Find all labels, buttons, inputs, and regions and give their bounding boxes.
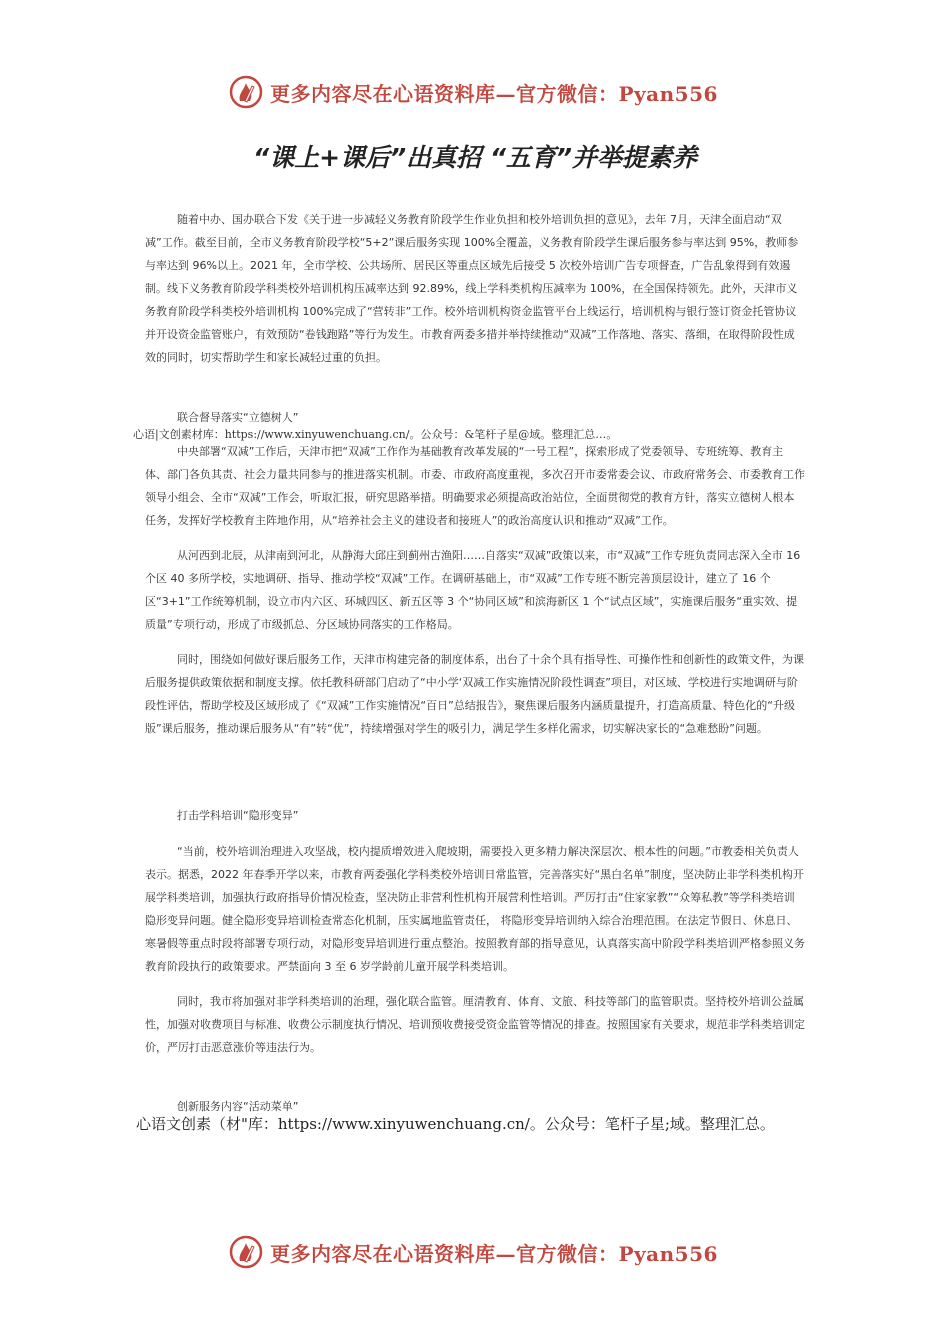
- section-1-body: [145, 440, 805, 740]
- banner-text: 更多内容尽在心语资料库—官方微信：Pyan556: [270, 1241, 718, 1266]
- subheading-1: 联合督导落实“立德树人”: [177, 411, 299, 424]
- article-title: “课上+课后”出真招 “五育”并举提素养: [252, 143, 698, 172]
- footer-banner: [228, 1234, 718, 1270]
- watermark-line-2: 心语文创素（材"库：https://www.xinyuwenchuang.cn/。公众号：笔杆子星;域。整理汇总。: [136, 1115, 775, 1133]
- paragraph-4: 同时，围绕如何做好课后服务工作，天津市构建完备的制度体系，出台了十余个具有指导性、可操作性和创新性的政策文件，为课后服务提供政策依据和制度支撑。依托教科研部门启动了“中小学‘双减工作实施情况阶段性调查”项目，对区域、学校进行实地调研与阶段性评估，帮助学校及区域形成了《“双减”工作实施情况“百日”总结报告》，聚焦课后服务内涵质量提升，打造高质量、特色化的“升级版”课后服务，推动课后服务从“有”转“优”，持续增强对学生的吸引力，满足学生多样化需求，切实解决家长的“急难愁盼”问题。: [145, 653, 804, 735]
- section-heading-2: [145, 804, 805, 827]
- paragraph-3: 从河西到北辰，从津南到河北，从静海大邱庄到蓟州古渔阳……自落实“双减”政策以来，市“双减”工作专班负责同志深入全市 16 个区 40 多所学校，实地调研、指导、推动学校“双减”工作。在调研基础上，市“双减”工作专班不断完善顶层设计，建立了 16 个区“3+1”工作统筹机制，设立市内六区、环城四区、新五区等 3 个“协同区域”和滨海新区 1 个“试点区域”，实施课后服务“重实效、提质量”专项行动，形成了市级抓总、分区域协同落实的工作格局。: [145, 549, 801, 631]
- header-banner: [228, 74, 718, 110]
- article-intro: [145, 208, 805, 369]
- paragraph-6: 同时，我市将加强对非学科类培训的治理，强化联合监管。厘清教育、体育、文旅、科技等部门的监管职责。坚持校外培训公益属性，加强对收费项目与标准、收费公示制度执行情况、培训预收费接受资金监管等情况的排查。按照国家有关要求，规范非学科类培训定价，严厉打击恶意涨价等违法行为。: [145, 995, 805, 1054]
- subheading-2: 打击学科培训“隐形变异”: [177, 809, 299, 822]
- paragraph-5: “当前，校外培训治理进入攻坚战，校内提质增效进入爬坡期，需要投入更多精力解决深层次、根本性的问题。”市教委相关负责人表示。据悉，2022 年春季开学以来，市教育两委强化学科类校外培训日常监管，完善落实好“黑白名单”制度，坚决防止非学科类机构开展学科类培训，加强执行政府指导价情况检查，坚决防止非营利性机构开展营利性培训。严厉打击“住家家教”“众筹私教”等学科类培训隐形变异问题。健全隐形变异培训检查常态化机制，压实属地监管责任， 将隐形变异培训纳入综合治理范围。在法定节假日、休息日、寒暑假等重点时段将部署专项行动，对隐形变异培训进行重点整治。按照教育部的指导意见，认真落实高中阶段学科类培训严格参照义务教育阶段执行的政策要求。严禁面向 3 至 6 岁学龄前儿童开展学科类培训。: [145, 845, 805, 973]
- flame-pen-logo-icon: [228, 74, 264, 110]
- subheading-3: 创新服务内容“活动菜单”: [177, 1100, 299, 1113]
- paragraph-1: 随着中办、国办联合下发《关于进一步减轻义务教育阶段学生作业负担和校外培训负担的意见》，去年 7月，天津全面启动“双减”工作。截至目前，全市义务教育阶段学校“5+2”课后服务实现 100%全覆盖，义务教育阶段学生课后服务参与率达到 95%，教师参与率达到 96%以上。2021 年，全市学校、公共场所、居民区等重点区域先后接受 5 次校外培训广告专项督查，广告乱象得到有效遏制。线下义务教育阶段学科类校外培训机构压减率达到 92.89%，线上学科类机构压减率为 100%，在全国保持领先。此外，天津市义务教育阶段学科类校外培训机构 100%完成了“营转非”工作。校外培训机构资金监管平台上线运行，培训机构与银行签订资金托管协议并开设资金监管账户，有效预防“卷钱跑路”等行为发生。市教育两委多措并举持续推动“双减”工作落地、落实、落细，在取得阶段性成效的同时，切实帮助学生和家长减轻过重的负担。: [145, 213, 799, 364]
- flame-pen-logo-icon: [228, 1234, 264, 1270]
- watermark-line-1: 心语|文创素材库：https://www.xinyuwenchuang.cn/。公众号：&笔杆子星@域。整理汇总…。: [133, 428, 618, 441]
- section-2-body: [145, 840, 805, 1059]
- paragraph-2: 中央部署“双减”工作后，天津市把“双减”工作作为基础教育改革发展的“一号工程”，探索形成了党委领导、专班统筹、教育主体、部门各负其责、社会力量共同参与的推进落实机制。市委、市政府高度重视，多次召开市委常委会议、市政府常务会、市委教育工作领导小组会、全市“双减”工作会，听取汇报，研究思路举措。明确要求必须提高政治站位，全面贯彻党的教育方针，落实立德树人根本任务，发挥好学校教育主阵地作用，从“培养社会主义的建设者和接班人”的政治高度认识和推动“双减”工作。: [145, 445, 805, 527]
- banner-text: 更多内容尽在心语资料库—官方微信：Pyan556: [270, 81, 718, 106]
